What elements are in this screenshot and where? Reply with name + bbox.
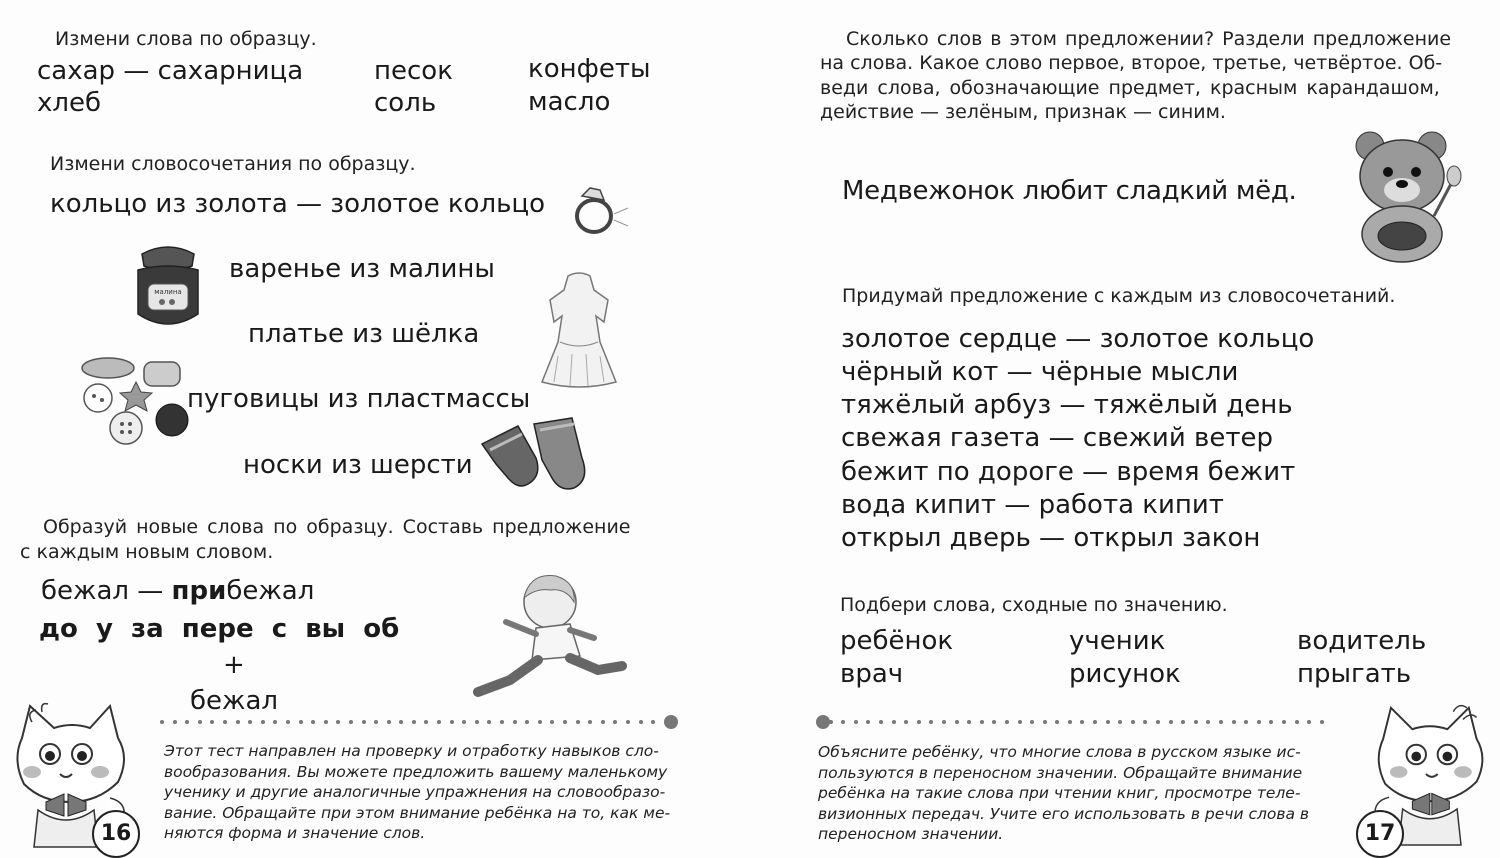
r-task2-phrase-3: тяжёлый арбуз — тяжёлый день [841, 390, 1293, 420]
r-task2-phrase-6: вода кипит — работа кипит [841, 490, 1224, 520]
example-stem: бежал [226, 576, 315, 606]
divider-dot [1156, 720, 1160, 724]
divider-dot [980, 720, 984, 724]
task1-word-3: соль [374, 88, 437, 118]
ring-icon [566, 186, 632, 242]
r-task2-phrase-7: открыл дверь — открыл закон [841, 523, 1261, 553]
divider-dot [311, 720, 315, 724]
divider-dot [1232, 720, 1236, 724]
divider-dot [374, 720, 378, 724]
task3-prefixes: до у за пере с вы об [39, 614, 400, 644]
divider-dot [841, 720, 845, 724]
divider-dot [588, 720, 592, 724]
divider-dot [917, 720, 921, 724]
divider-dot [1295, 720, 1299, 724]
task1-word-1: хлеб [37, 88, 102, 118]
task2-phrase-2: варенье из малины [229, 254, 495, 284]
r-task3-word-1: ребёнок [840, 626, 954, 656]
running-boy-icon [470, 568, 630, 708]
divider-dot [387, 720, 391, 724]
divider-dot [816, 715, 830, 729]
divider-dot [450, 720, 454, 724]
divider-dot [664, 715, 678, 729]
divider-dot [1320, 720, 1324, 724]
divider-dot [1244, 720, 1248, 724]
divider-dot [1080, 720, 1084, 724]
divider-dot [601, 720, 605, 724]
task1-word-5: масло [528, 87, 611, 117]
divider-dot [513, 720, 517, 724]
r-task1-instruction-4: действие — зелёным, признак — синим. [820, 101, 1226, 123]
divider-dot [866, 720, 870, 724]
divider-dot [173, 720, 177, 724]
divider-dot [1055, 720, 1059, 724]
divider-dot [223, 720, 227, 724]
divider-dot [437, 720, 441, 724]
task1-word-4: конфеты [528, 54, 651, 84]
r-task3-word-4: врач [840, 659, 904, 689]
divider-dot [929, 720, 933, 724]
divider-dot [500, 720, 504, 724]
divider-dot [1043, 720, 1047, 724]
divider-dot [639, 720, 643, 724]
task1-example: сахар — сахарница [37, 56, 304, 86]
divider-dot [1068, 720, 1072, 724]
buttons-icon [78, 356, 190, 446]
task2-phrase-1: кольцо из золота — золотое кольцо [50, 189, 546, 219]
r-task1-sentence: Медвежонок любит сладкий мёд. [842, 176, 1297, 206]
divider-dot [942, 720, 946, 724]
divider-dot [185, 720, 189, 724]
divider-dot [1269, 720, 1273, 724]
example-base: бежал — [41, 576, 172, 606]
r-task2-instruction: Придумай предложение с каждым из словосочетаний. [842, 285, 1396, 307]
divider-dot [248, 720, 252, 724]
divider-dot [362, 720, 366, 724]
divider-dot [967, 720, 971, 724]
divider-dot [324, 720, 328, 724]
divider-dot [349, 720, 353, 724]
example-prefix: при [171, 576, 227, 606]
divider-dot [1181, 720, 1185, 724]
divider-dot [210, 720, 214, 724]
divider-dot [651, 720, 655, 724]
teddy-bear-icon [1348, 126, 1468, 262]
divider-dot [892, 720, 896, 724]
r-task2-phrase-2: чёрный кот — чёрные мысли [841, 357, 1239, 387]
divider-dot [829, 720, 833, 724]
divider-dot [1118, 720, 1122, 724]
divider-dot [399, 720, 403, 724]
r-task3-word-2: ученик [1069, 626, 1166, 656]
task3-plus: + [223, 650, 245, 680]
divider-dot [1194, 720, 1198, 724]
r-task3-word-6: прыгать [1297, 659, 1412, 689]
jam-jar-icon [132, 244, 204, 330]
dress-icon [538, 270, 620, 390]
task3-example [41, 576, 314, 606]
task3-instruction-2: с каждым новым словом. [20, 541, 274, 563]
divider-dot [1257, 720, 1261, 724]
divider-dot [1018, 720, 1022, 724]
r-task3-word-5: рисунок [1069, 659, 1181, 689]
divider-dot [538, 720, 542, 724]
divider-dot [1282, 720, 1286, 724]
divider-dot [299, 720, 303, 724]
divider-dot [198, 720, 202, 724]
divider-dot [1206, 720, 1210, 724]
divider-dot [992, 720, 996, 724]
r-task1-instruction-1: Сколько слов в этом предложении? Раздели предложение [846, 28, 1452, 50]
divider-dot [576, 720, 580, 724]
r-task1-instruction-2: на слова. Какое слово первое, второе, третье, четвёртое. Об- [820, 52, 1443, 74]
divider-dot [462, 720, 466, 724]
task2-phrase-4: пуговицы из пластмассы [187, 384, 531, 414]
divider-dot [550, 720, 554, 724]
task2-phrase-5: носки из шерсти [243, 450, 473, 480]
divider-dot [160, 720, 164, 724]
task3-instruction-1: Образуй новые слова по образцу. Составь предложение [43, 516, 631, 538]
r-task3-word-3: водитель [1297, 626, 1427, 656]
divider-dot [1106, 720, 1110, 724]
divider-dot [1307, 720, 1311, 724]
socks-icon [478, 414, 600, 494]
task3-stem: бежал [190, 686, 279, 716]
divider-dot [626, 720, 630, 724]
r-task2-phrase-5: бежит по дороге — время бежит [841, 457, 1296, 487]
divider-dot [1093, 720, 1097, 724]
divider-dot [879, 720, 883, 724]
divider-dot [955, 720, 959, 724]
divider-dot [613, 720, 617, 724]
task2-instruction: Измени словосочетания по образцу. [50, 153, 416, 175]
divider-dot [1143, 720, 1147, 724]
divider-dot [854, 720, 858, 724]
r-task3-instruction: Подбери слова, сходные по значению. [840, 594, 1228, 616]
divider-dot [1169, 720, 1173, 724]
r-task1-instruction-3: веди слова, обозначающие предмет, красным карандашом, [820, 77, 1440, 99]
divider-dot [1005, 720, 1009, 724]
divider-dot [412, 720, 416, 724]
divider-dot [487, 720, 491, 724]
divider-dot [563, 720, 567, 724]
divider-dot [286, 720, 290, 724]
divider-dot [1219, 720, 1223, 724]
divider-dot [236, 720, 240, 724]
right-divider [816, 718, 1338, 726]
page-number-right: 17 [1356, 810, 1404, 858]
divider-dot [424, 720, 428, 724]
divider-dot [1131, 720, 1135, 724]
r-task2-phrase-1: золотое сердце — золотое кольцо [841, 324, 1315, 354]
left-divider [160, 718, 680, 726]
divider-dot [261, 720, 265, 724]
divider-dot [475, 720, 479, 724]
right-note: Объясните ребёнку, что многие слова в русском языке ис-пользуются в переносном значении. Обращайте внимание ребёнка на такие слова при чтении книг, просмотре теле-визионных передач. Учите его использовать в речи слова в переносном значении. [818, 743, 1310, 843]
task1-instruction: Измени слова по образцу. [55, 28, 317, 50]
divider-dot [1030, 720, 1034, 724]
jar-label: малина [154, 288, 182, 296]
task2-phrase-3: платье из шёлка [248, 319, 480, 349]
divider-dot [336, 720, 340, 724]
page-number-left: 16 [92, 810, 140, 858]
r-task2-phrase-4: свежая газета — свежий ветер [841, 423, 1273, 453]
divider-dot [904, 720, 908, 724]
divider-dot [525, 720, 529, 724]
task1-word-2: песок [374, 56, 453, 86]
left-note: Этот тест направлен на проверку и отработку навыков сло-вообразования. Вы можете предложить вашему маленькому ученику и другие аналогичные упражнения на словообразо-вание. Обращайте при этом внимание ребёнка на то, как ме-няются форма и значение слов. [164, 742, 671, 842]
divider-dot [273, 720, 277, 724]
